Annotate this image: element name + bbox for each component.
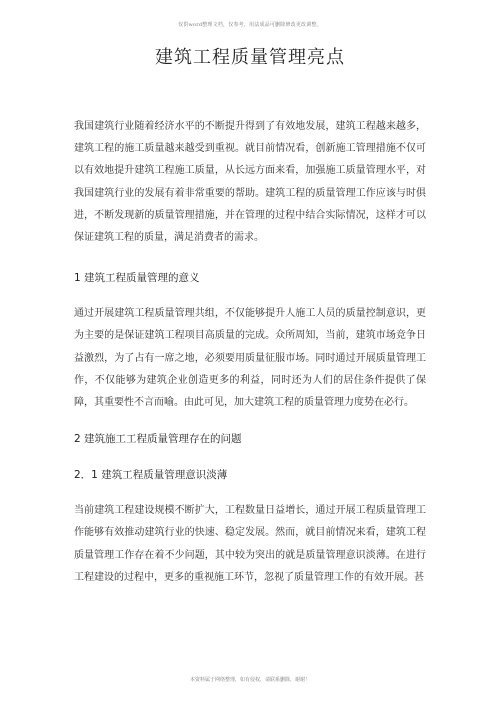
- document-title: 建筑工程质量管理亮点: [155, 47, 345, 68]
- section-heading-2: 2 建筑施工工程质量管理存在的问题: [74, 433, 242, 446]
- section-heading-1: 1 建筑工程质量管理的意义: [74, 272, 200, 285]
- footer-disclaimer: 本资料属于网络整理，如有侵权，请联系删除，谢谢！: [189, 677, 310, 683]
- subsection-2-1-paragraph: 当前建筑工程建设规模不断扩大，工程数量日益增长，通过开展工程质量管理工作能够有效推动建筑行业的快速、稳定发展。然而，就目前情况来看，建筑工程质量管理工作存在着不少问题，其中较为突出的就是质量管理意识淡薄。在进行工程建设的过程中，更多的重视施工环节，忽视了质量管理工作的有效开展。甚: [74, 505, 426, 583]
- section-1-paragraph: 通过开展建筑工程质量管理共组，不仅能够提升人施工人员的质量控制意识，更为主要的是保证建筑工程项目高质量的完成。众所周知，当前，建筑市场竞争日益激烈，为了占有一席之地，必须要用质量征服市场。同时通过开展质量管理工作，不仅能够为建筑企业创造更多的利益，同时还为人们的居住条件提供了保障，其重要性不言而喻。由此可见，加大建筑工程的质量管理力度势在必行。: [74, 308, 426, 409]
- document-body: [74, 116, 426, 589]
- intro-paragraph: 我国建筑行业随着经济水平的不断提升得到了有效地发展，建筑工程越来越多，建筑工程的施工质量越来越受到重视。就目前情况看，创新施工管理措施不仅可以有效地提升建筑工程施工质量，从长远方面来看，加强施工质量管理水平，对我国建筑行业的发展有着非常重要的帮助。建筑工程的质量管理工作应该与时俱进，不断发现新的质量管理措施，并在管理的过程中结合实际情况，这样才可以保证建筑工程的质量，满足消费者的需求。: [74, 121, 426, 244]
- header-disclaimer: 仅供word整理文档，仅参考，用法成品可删除修改更改调整。: [178, 22, 322, 28]
- subsection-heading-2-1: 2．1 建筑工程质量管理意识淡薄: [74, 469, 228, 482]
